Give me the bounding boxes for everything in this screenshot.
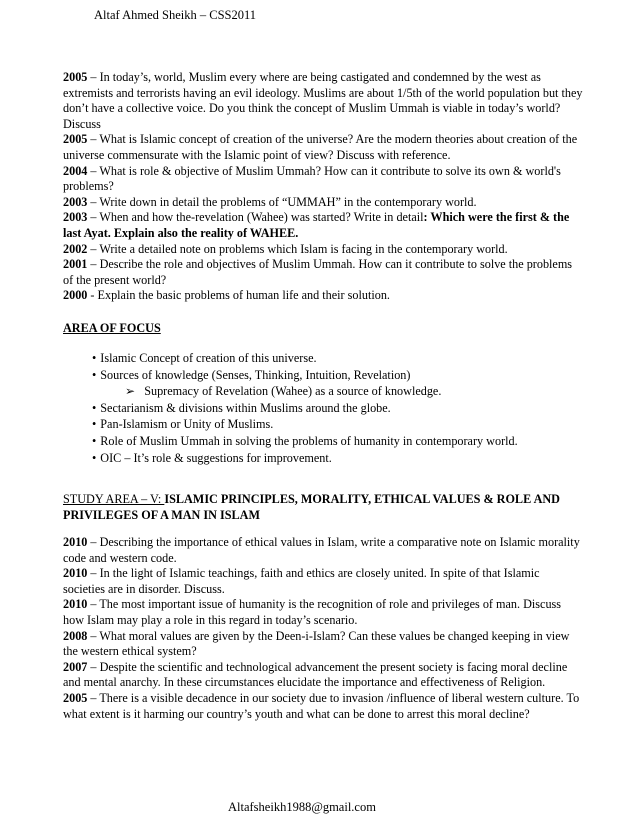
area-of-focus-heading: AREA OF FOCUS <box>63 321 161 335</box>
question-text: – What is Islamic concept of creation of the universe? Are the modern theories about creation of the universe commensurate with the Islamic point of view? Discuss with reference. <box>63 132 578 162</box>
focus-bullet-text: Role of Muslim Ummah in solving the problems of humanity in contemporary world. <box>100 433 518 448</box>
question-item <box>63 195 583 211</box>
question-year: 2010 <box>63 597 88 612</box>
focus-bullet-text: Islamic Concept of creation of this universe. <box>100 351 317 365</box>
focus-bullet <box>92 351 572 368</box>
ethics-questions-section <box>63 535 583 722</box>
question-text: – Write down in detail the problems of “UMMAH” in the contemporary world. <box>87 194 477 209</box>
question-year: 2003 <box>63 210 88 225</box>
question-bold-text: : Which were the first & the last Ayat. Explain also the reality of WAHEE. <box>63 210 570 240</box>
focus-bullet <box>92 417 572 434</box>
question-text: – Describing the importance of ethical values in Islam, write a comparative note on Islamic morality code and western code. <box>63 535 580 565</box>
footer-email: Altafsheikh1988@gmail.com <box>228 800 376 814</box>
bullet-icon: • <box>92 367 97 382</box>
focus-bullet-text: Supremacy of Revelation (Wahee) as a source of knowledge. <box>144 384 442 399</box>
question-text: – Despite the scientific and technological advancement the present society is facing moral decline and mental anarchy. In these circumstances elucidate the importance and effectiveness of Religion. <box>63 659 568 690</box>
question-year: 2007 <box>63 659 88 674</box>
focus-bullet-list <box>92 351 572 467</box>
question-item <box>63 164 583 195</box>
question-text: – There is a visible decadence in our society due to invasion /influence of liberal western culture. To what extent is it harming our country’s youth and what can be done to arrest this moral decline? <box>63 690 580 721</box>
page-header: Altaf Ahmed Sheikh – CSS2011 <box>94 8 257 22</box>
question-item <box>63 660 583 691</box>
question-text: – Describe the role and objectives of Muslim Ummah. How can it contribute to solve the problems of the present world? <box>63 257 573 287</box>
question-text: – The most important issue of humanity is the recognition of role and privileges of man. Discuss how Islam may play a role in this regard in today’s scenario. <box>63 597 562 627</box>
question-text: – What moral values are given by the Deen-i-Islam? Can these values be changed keeping in view the western ethical system? <box>63 628 570 659</box>
bullet-icon: • <box>92 400 97 415</box>
arrow-bullet-icon: ➢ <box>125 384 136 399</box>
question-item <box>63 597 583 628</box>
question-item <box>63 629 583 660</box>
question-text: - Explain the basic problems of human life and their solution. <box>87 288 390 303</box>
focus-bullet-text: Pan-Islamism or Unity of Muslims. <box>100 417 274 432</box>
question-year: 2004 <box>63 163 88 178</box>
question-year: 2003 <box>63 194 88 209</box>
question-year: 2010 <box>63 566 88 581</box>
focus-bullet-text: Sectarianism & divisions within Muslims around the globe. <box>100 400 391 415</box>
focus-bullet-text: Sources of knowledge (Senses, Thinking, Intuition, Revelation) <box>100 367 411 382</box>
study-area-title: ISLAMIC PRINCIPLES, MORALITY, ETHICAL VALUES & ROLE AND PRIVILEGES OF A MAN IN ISLAM <box>63 492 560 522</box>
question-item <box>63 691 583 722</box>
question-item <box>63 210 583 241</box>
question-text: – Write a detailed note on problems which Islam is facing in the contemporary world. <box>87 241 508 256</box>
bullet-icon: • <box>92 433 97 448</box>
focus-sub-bullet <box>92 384 572 401</box>
question-item <box>63 257 583 288</box>
question-item <box>63 132 583 163</box>
focus-bullet <box>92 434 572 451</box>
question-item <box>63 288 583 304</box>
focus-bullet <box>92 368 572 385</box>
question-item <box>63 566 583 597</box>
focus-bullet <box>92 401 572 418</box>
question-text: – In today’s, world, Muslim every where are being castigated and condemned by the west as extremists and terrorists having an evil ideology. Muslims are about 1/5th of the world population but they don’t have a collective voice. Do you think the concept of Muslim Ummah is viable in today’s world? Discuss <box>63 70 583 131</box>
bullet-icon: • <box>92 351 97 365</box>
question-text: – In the light of Islamic teachings, faith and ethics are closely united. In spite of that Islamic societies are in disorder. Discuss. <box>63 566 540 596</box>
question-year: 2005 <box>63 70 88 84</box>
question-text: – What is role & objective of Muslim Ummah? How can it contribute to solve its own & world's problems? <box>63 163 561 194</box>
question-item <box>63 70 583 132</box>
question-item <box>63 535 583 566</box>
past-questions-section <box>63 70 583 304</box>
question-year: 2005 <box>63 690 88 705</box>
bullet-icon: • <box>92 417 97 432</box>
question-text: – When and how the-revelation (Wahee) was started? Write in detail <box>87 210 424 225</box>
focus-bullet <box>92 451 572 468</box>
question-year: 2000 <box>63 288 88 303</box>
focus-bullet-text: OIC – It’s role & suggestions for improvement. <box>100 450 332 465</box>
question-year: 2008 <box>63 628 88 643</box>
question-year: 2010 <box>63 535 88 549</box>
study-area-heading <box>63 491 563 523</box>
bullet-icon: • <box>92 450 97 465</box>
question-year: 2001 <box>63 257 88 272</box>
question-year: 2005 <box>63 132 88 147</box>
question-item <box>63 242 583 258</box>
question-year: 2002 <box>63 241 88 256</box>
study-area-prefix: STUDY AREA – V: <box>63 492 165 506</box>
